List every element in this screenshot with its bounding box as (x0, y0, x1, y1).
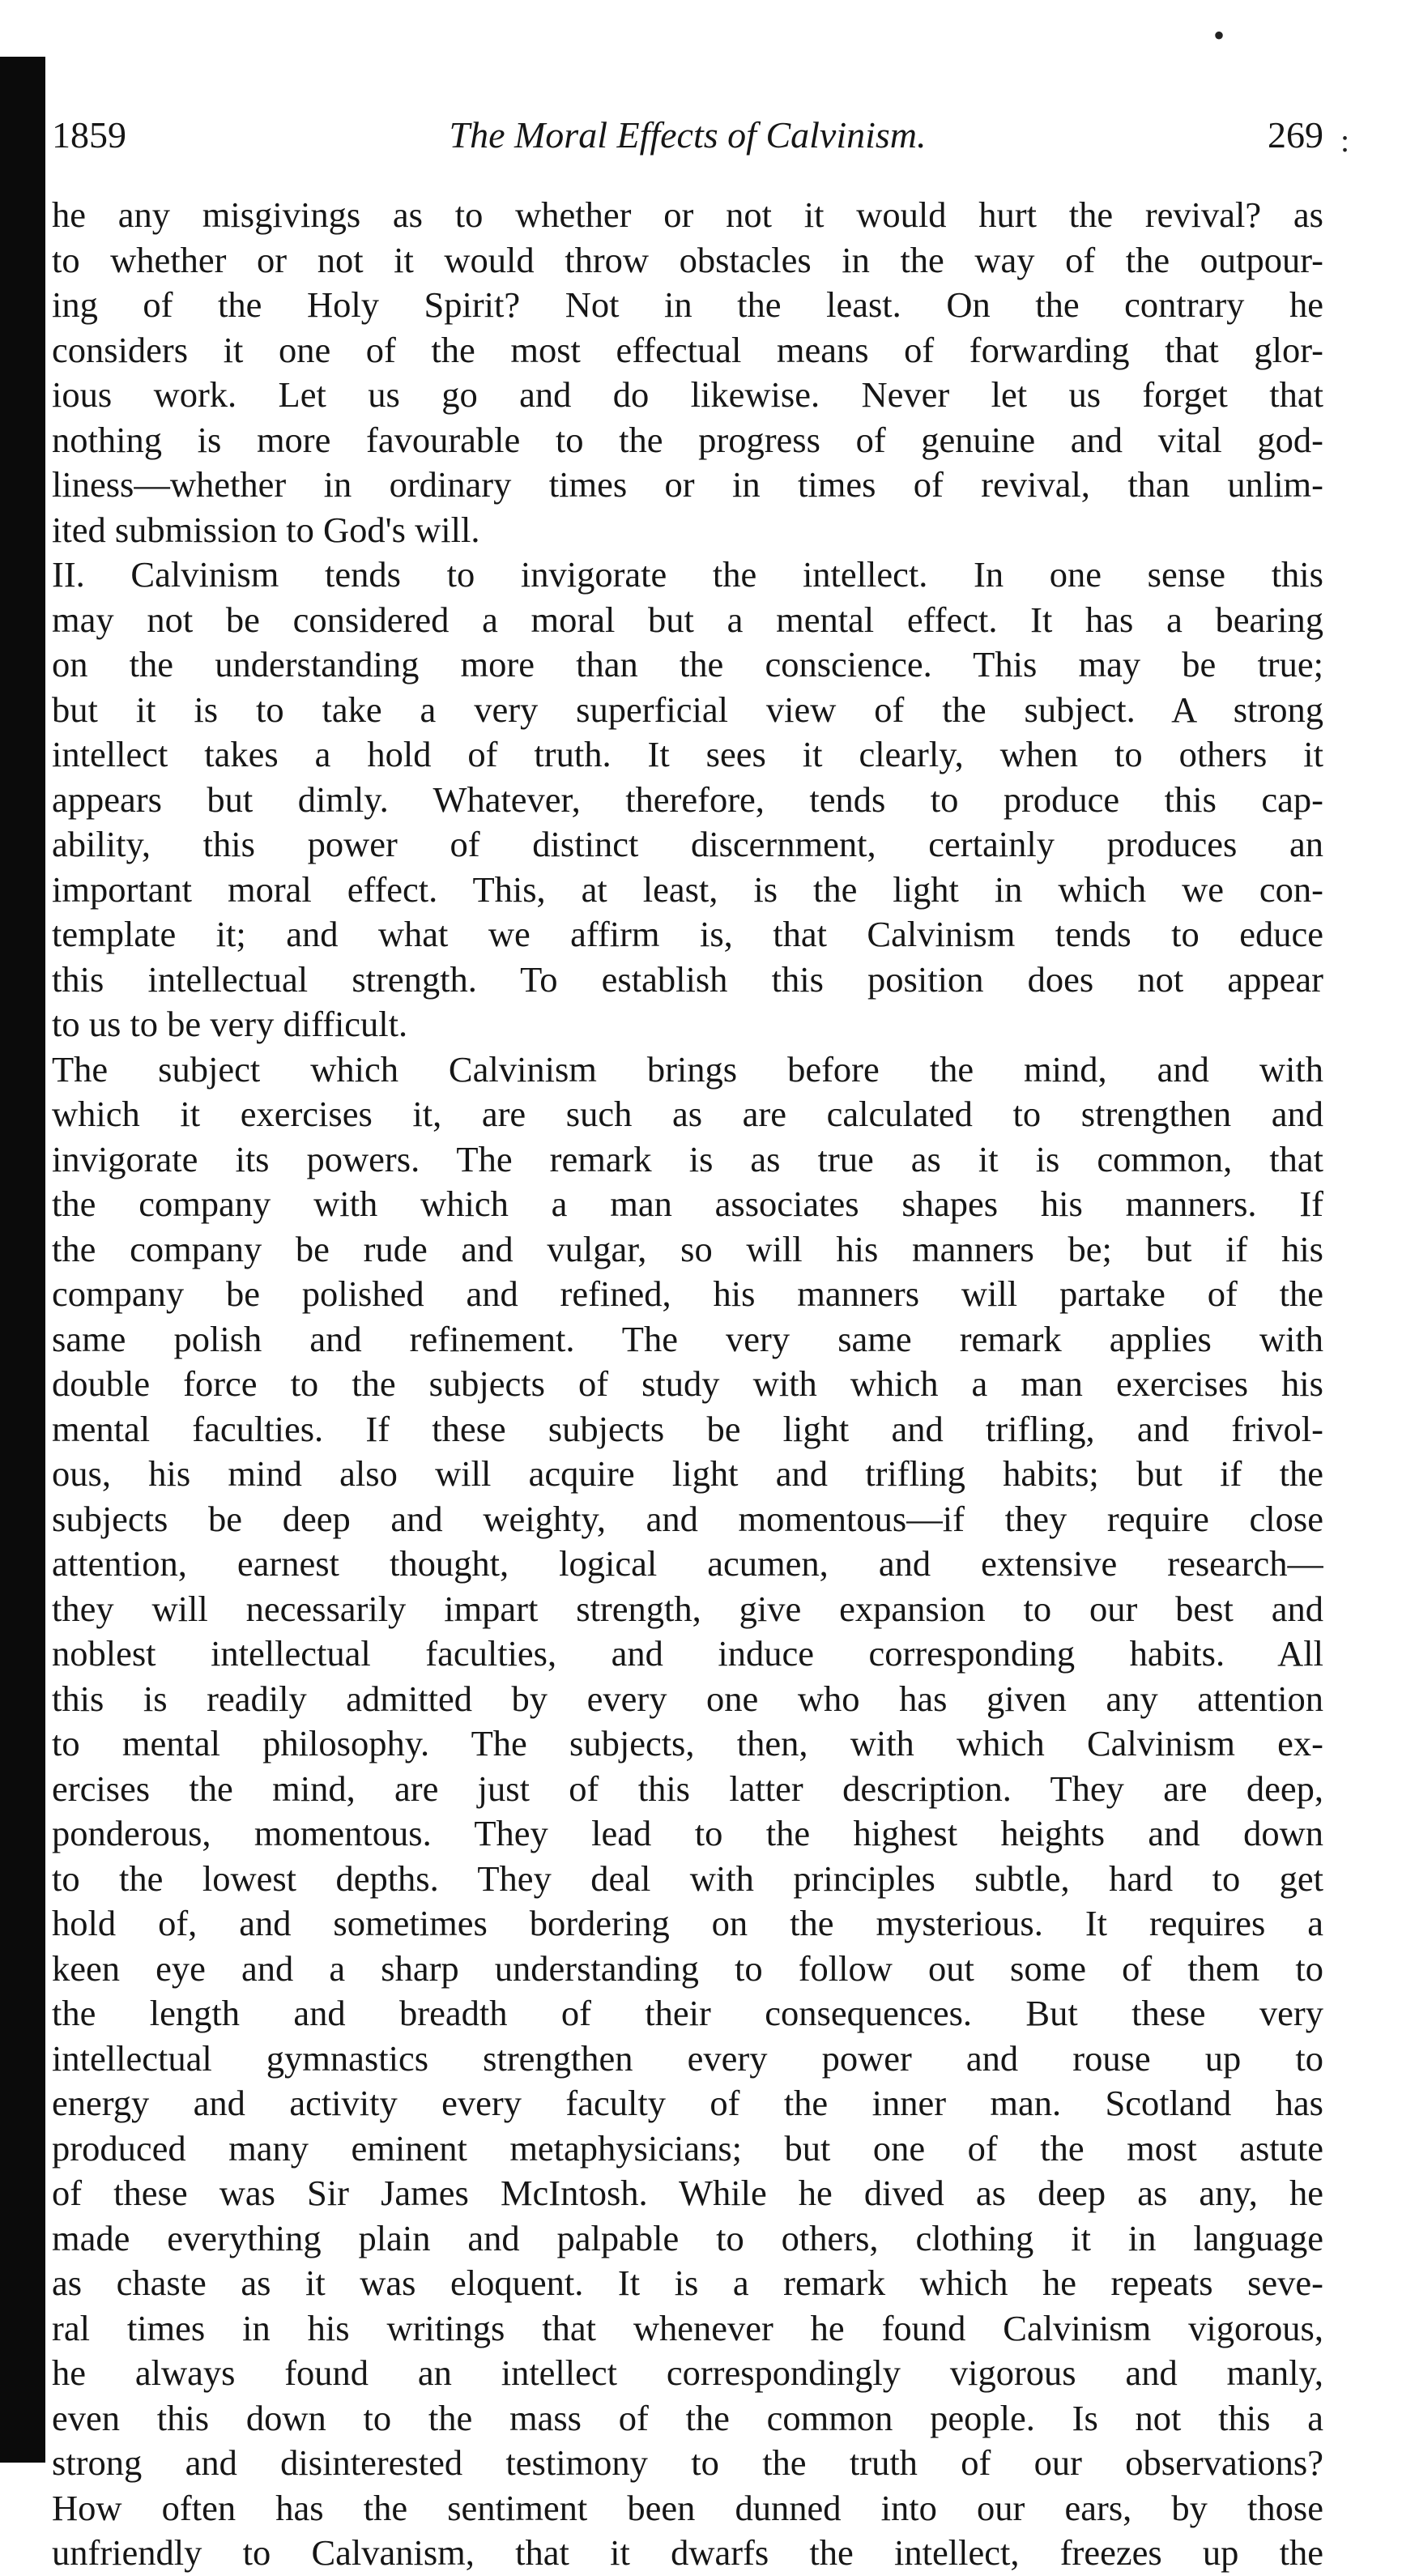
text-line: but it is to take a very superficial view of the subject. A strong (52, 689, 1323, 730)
text-line: invigorate its powers. The remark is as true as it is common, that (52, 1138, 1323, 1179)
margin-dot-mark: • (1213, 17, 1225, 53)
text-line: to us to be very difficult. (52, 1004, 408, 1044)
margin-colon-mark: : (1340, 122, 1350, 159)
text-line: ing of the Holy Spirit? Not in the least. On the contrary he (52, 284, 1323, 325)
text-line: liness—whether in ordinary times or in times of revival, than unlim- (52, 464, 1323, 505)
text-line: may not be considered a moral but a mental effect. It has a bearing (52, 599, 1323, 640)
text-line: ability, this power of distinct discernment, certainly produces an (52, 824, 1323, 864)
text-line: hold of, and sometimes bordering on the mysterious. It requires a (52, 1903, 1323, 1943)
text-line: he always found an intellect correspondingly vigorous and manly, (52, 2352, 1323, 2393)
text-line: the length and breadth of their consequences. But these very (52, 1993, 1323, 2033)
text-line: mental faculties. If these subjects be light and trifling, and frivol- (52, 1408, 1323, 1449)
text-line: company be polished and refined, his manners will partake of the (52, 1273, 1323, 1314)
text-line: to the lowest depths. They deal with principles subtle, hard to get (52, 1857, 1323, 1899)
text-line: important moral effect. This, at least, is the light in which we con- (52, 868, 1323, 910)
text-line: attention, earnest thought, logical acumen, and extensive research— (52, 1543, 1323, 1584)
page-gutter-shadow (0, 57, 45, 2463)
text-line: on the understanding more than the conscience. This may be true; (52, 644, 1323, 685)
text-line: nothing is more favourable to the progress of genuine and vital god- (52, 419, 1323, 460)
text-line: ous, his mind also will acquire light and trifling habits; but if the (52, 1453, 1323, 1494)
running-header (52, 113, 1323, 178)
text-line: of these was Sir James McIntosh. While he dived as deep as any, he (52, 2173, 1323, 2213)
text-line: as chaste as it was eloquent. It is a remark which he repeats seve- (52, 2263, 1323, 2303)
text-line: same polish and refinement. The very same remark applies with (52, 1318, 1323, 1359)
text-line: considers it one of the most effectual means of forwarding that glor- (52, 329, 1323, 370)
text-line: ral times in his writings that whenever he found Calvinism vigorous, (52, 2307, 1323, 2348)
text-line: II. Calvinism tends to invigorate the intellect. In one sense this (52, 554, 1323, 595)
book-page (52, 113, 1323, 2576)
text-line: ited submission to God's will. (52, 509, 480, 550)
text-line: which it exercises it, are such as are calculated to strengthen and (52, 1094, 1323, 1134)
text-line: unfriendly to Calvanism, that it dwarfs the intellect, freezes up the (52, 2532, 1323, 2573)
text-line: The subject which Calvinism brings before the mind, and with (52, 1048, 1323, 1090)
text-line: they will necessarily impart strength, give expansion to our best and (52, 1588, 1323, 1629)
text-line: strong and disinterested testimony to the truth of our observations? (52, 2442, 1323, 2483)
text-line: subjects be deep and weighty, and momentous—if they require close (52, 1498, 1323, 1539)
text-line: noblest intellectual faculties, and induce corresponding habits. All (52, 1633, 1323, 1674)
text-line: this intellectual strength. To establish this position does not appear (52, 958, 1323, 1000)
text-line: produced many eminent metaphysicians; but one of the most astute (52, 2127, 1323, 2169)
text-line: even this down to the mass of the common people. Is not this a (52, 2397, 1323, 2438)
text-line: energy and activity every faculty of the inner man. Scotland has (52, 2083, 1323, 2123)
text-line: to mental philosophy. The subjects, then, with which Calvinism ex- (52, 1723, 1323, 1764)
text-line: intellectual gymnastics strengthen every power and rouse up to (52, 2037, 1323, 2079)
body-text (52, 193, 1323, 2576)
text-line: the company with which a man associates shapes his manners. If (52, 1184, 1323, 1224)
text-line: the company be rude and vulgar, so will his manners be; but if his (52, 1228, 1323, 1269)
text-line: ious work. Let us go and do likewise. Never let us forget that (52, 374, 1323, 415)
header-year: 1859 (52, 114, 126, 156)
page-number: 269 (1268, 114, 1323, 156)
text-line: keen eye and a sharp understanding to follow out some of them to (52, 1947, 1323, 1989)
text-line: intellect takes a hold of truth. It sees it clearly, when to others it (52, 734, 1323, 774)
text-line: How often has the sentiment been dunned into our ears, by those (52, 2487, 1323, 2528)
text-line: this is readily admitted by every one who has given any attention (52, 1678, 1323, 1719)
header-title: The Moral Effects of Calvinism. (449, 114, 927, 156)
text-line: he any misgivings as to whether or not it would hurt the revival? as (52, 194, 1323, 235)
text-line: to whether or not it would throw obstacles in the way of the outpour- (52, 239, 1323, 280)
text-line: made everything plain and palpable to others, clothing it in language (52, 2217, 1323, 2258)
text-line: template it; and what we affirm is, that Calvinism tends to educe (52, 914, 1323, 954)
text-line: appears but dimly. Whatever, therefore, tends to produce this cap- (52, 778, 1323, 820)
text-line: ercises the mind, are just of this latter description. They are deep, (52, 1768, 1323, 1809)
text-line: ponderous, momentous. They lead to the highest heights and down (52, 1813, 1323, 1853)
text-line: double force to the subjects of study with which a man exercises his (52, 1363, 1323, 1404)
